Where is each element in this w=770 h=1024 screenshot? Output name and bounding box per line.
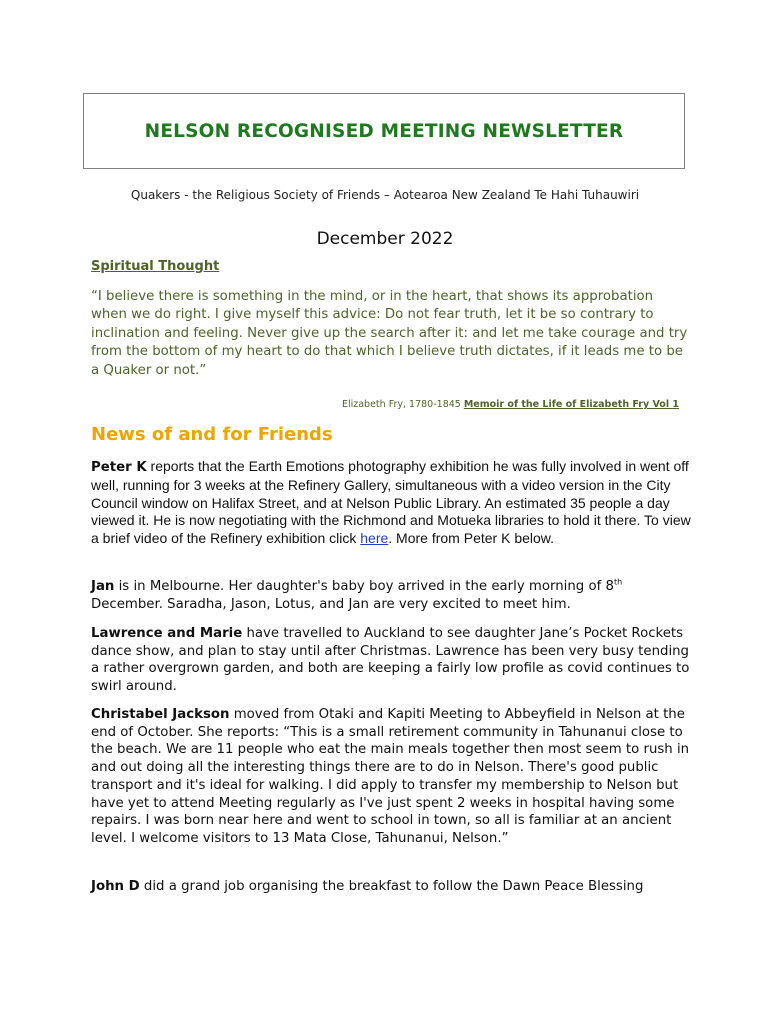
subtitle: Quakers - the Religious Society of Friends – Aotearoa New Zealand Te Hahi Tuhauwiri: [130, 188, 640, 202]
news-item-name: Christabel Jackson: [91, 707, 230, 722]
newsletter-title: NELSON RECOGNISED MEETING NEWSLETTER: [144, 120, 624, 142]
news-item-sup: th: [613, 577, 623, 587]
news-item-jan: [91, 578, 691, 613]
news-item-text: moved from Otaki and Kapiti Meeting to Abbeyfield in Nelson at the end of October. She reports: “This is a small retirement community in Tahunanui close to the beach. We are 11 people who eat the main meals together then most seem to rush in and out doing all the interesting things there are to do in Nelson. There's good public transport and it's ideal for walking. I did apply to transfer my membership to Nelson but have yet to attend Meeting regularly as I've just spent 2 weeks in hospital having some repairs. I was born near here and went to school in town, so all is familiar at an ancient level. I welcome visitors to 13 Mata Close, Tahunanui, Nelson.”: [91, 707, 690, 846]
news-item-name: John D: [91, 879, 140, 894]
spiritual-quote: “I believe there is something in the mind, or in the heart, that shows its approbation when we do right. I give myself this advice: Do not fear truth, let it be so contrary to inclination and feeling. Never give up the search after it: and let me take courage and try from the bottom of my heart to do that which I believe truth dictates, if it leads me to be a Quaker or not.”: [91, 289, 688, 378]
quote-attribution: [342, 399, 679, 410]
news-item-peter: [91, 458, 691, 548]
issue-date: December 2022: [316, 229, 454, 249]
news-item-name: Peter K: [91, 460, 147, 475]
news-item-text: did a grand job organising the breakfast to follow the Dawn Peace Blessing: [139, 879, 644, 894]
title-box: [83, 93, 685, 169]
news-item-text: reports that the Earth Emotions photography exhibition he was fully involved in went off well, running for 3 weeks at the Refinery Gallery, simultaneous with a video version in the City Council window on Halifax Street, and at Nelson Public Library. An estimated 35 people a day viewed it. He is now negotiating with the Richmond and Motueka libraries to hold it there. To view a brief video of the Refinery exhibition click: [91, 458, 691, 547]
news-item-name: Lawrence and Marie: [91, 626, 243, 641]
news-item-text-after: . More from Peter K below.: [388, 530, 555, 547]
quote-author: Elizabeth Fry, 1780-1845: [341, 399, 464, 410]
video-link[interactable]: here: [360, 530, 389, 547]
news-item-john: [91, 878, 691, 896]
news-item-christabel: [91, 706, 691, 848]
book-link[interactable]: Memoir of the Life of Elizabeth Fry Vol 1: [463, 399, 679, 410]
news-item-name: Jan: [91, 579, 115, 594]
news-item-text: have travelled to Auckland to see daughter Jane’s Pocket Rockets dance show, and plan to stay until after Christmas. Lawrence has been very busy tending a rather overgrown garden, and both are keeping a fairly low profile as covid continues to swirl around.: [91, 626, 690, 695]
spiritual-thought-heading: Spiritual Thought: [91, 259, 220, 274]
news-heading: News of and for Friends: [91, 424, 333, 445]
news-item-text: is in Melbourne. Her daughter's baby boy arrived in the early morning of 8: [114, 579, 614, 594]
news-item-text-after: December. Saradha, Jason, Lotus, and Jan are very excited to meet him.: [91, 596, 571, 612]
news-item-lawrence: [91, 625, 691, 696]
